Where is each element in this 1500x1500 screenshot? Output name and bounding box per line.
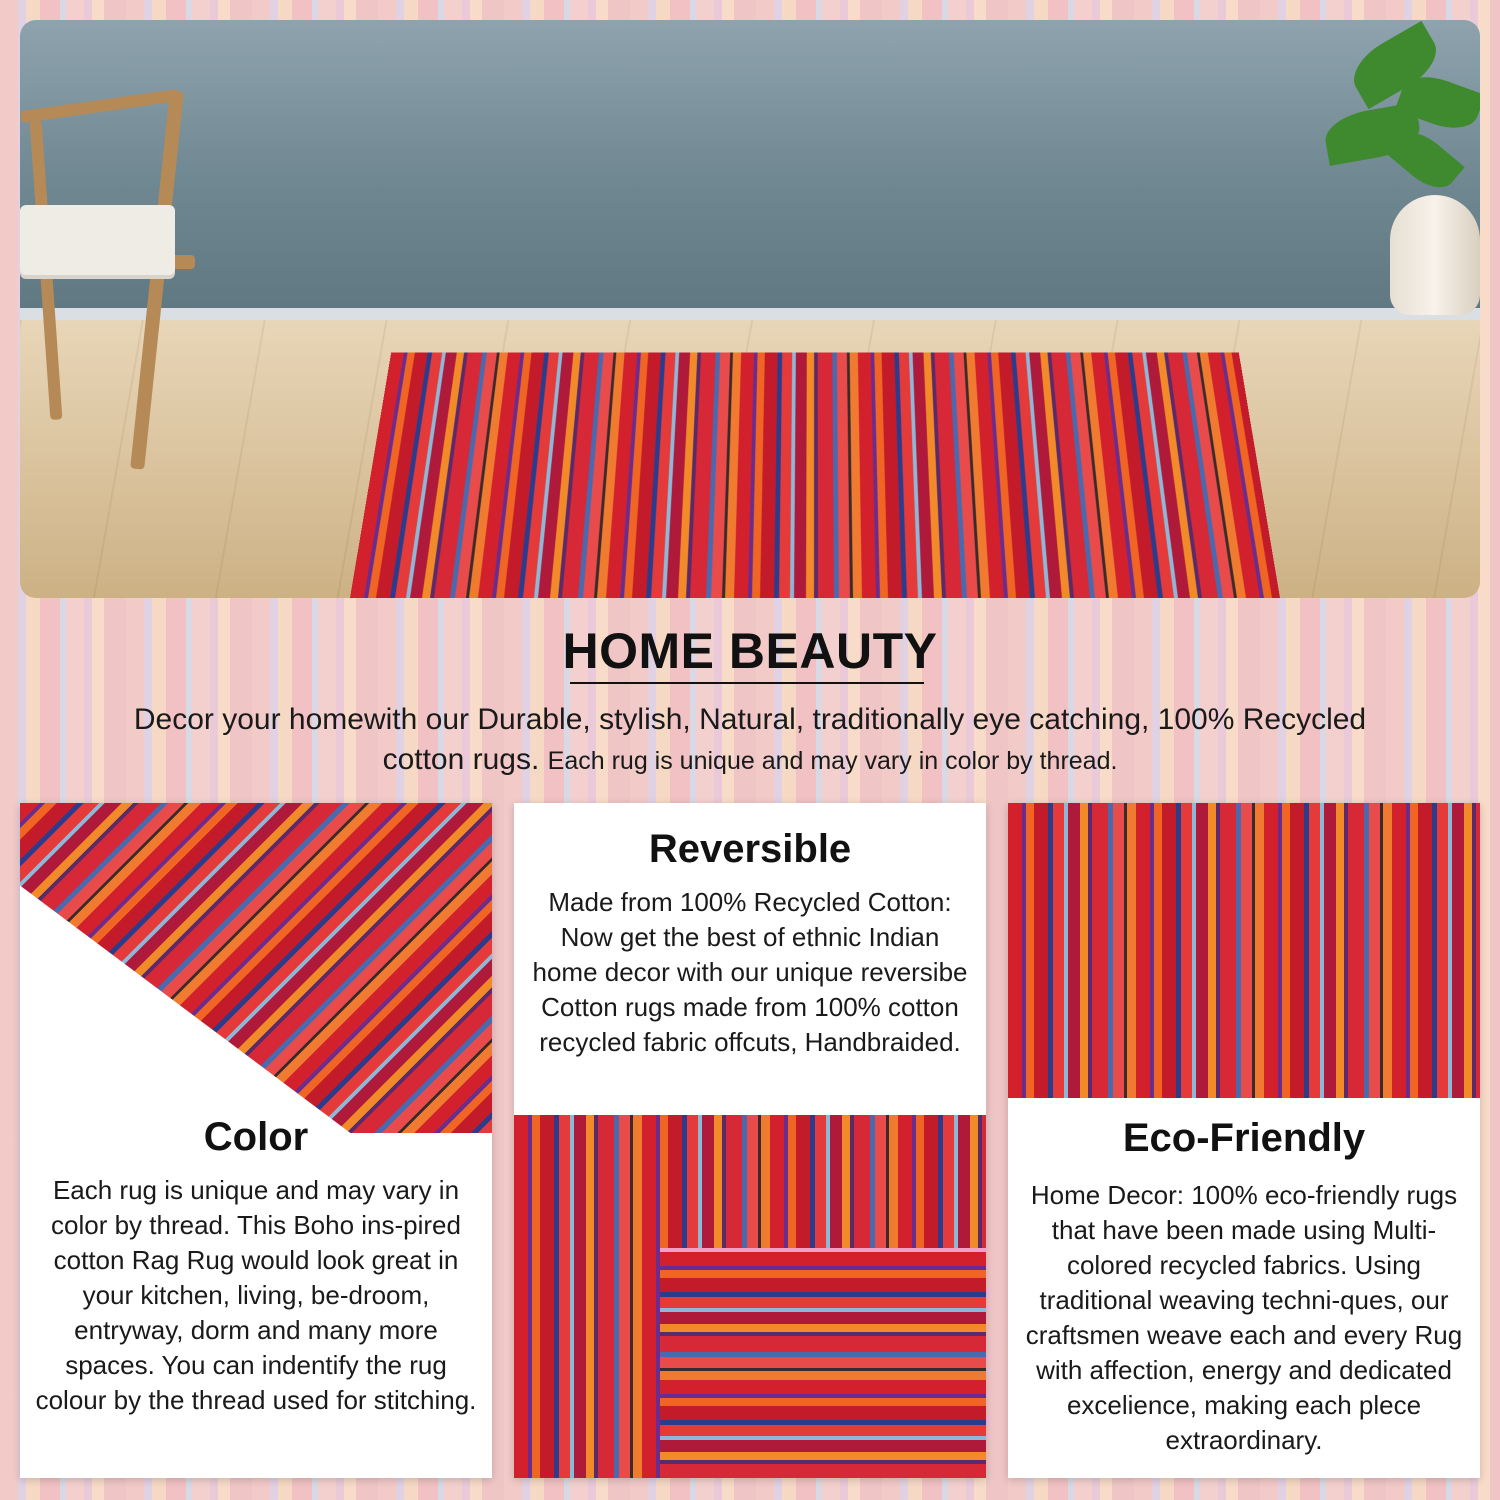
intro-text <box>100 700 1400 781</box>
eco-card <box>1008 803 1480 1478</box>
color-card <box>20 803 492 1478</box>
intro-small: Each rug is unique and may vary in color by thread. <box>547 747 1118 775</box>
color-card-text: Each rug is unique and may vary in color by thread. This Boho ins-pired cotton Rag Rug would look great in your kitchen, living, be-droom, entryway, dorm and many more spaces. You can indentify the rug colour by the thread used for stitching. <box>35 1175 477 1415</box>
reversible-rug-folded-corner <box>660 1248 986 1478</box>
title-underline <box>570 682 924 684</box>
striped-rug <box>350 353 1280 598</box>
eco-rug-image <box>1008 803 1480 1098</box>
reversible-card <box>514 803 986 1478</box>
intro-main: Decor your homewith our Durable, stylish, Natural, traditionally eye catching, 100% Recycled cotton rugs. <box>133 703 1367 776</box>
wall <box>20 20 1480 320</box>
page-title: HOME BEAUTY <box>562 623 938 679</box>
eco-card-text: Home Decor: 100% eco-friendly rugs that have been made using Multi-colored recycled fabrics. Using traditional weaving techni-ques, our craftsmen weave each and every Rug with affection, energy and dedicated excelience, making each plece extraordinary. <box>1025 1180 1463 1455</box>
reversible-card-text: Made from 100% Recycled Cotton: Now get the best of ethnic Indian home decor with our unique reversibe Cotton rugs made from 100% cotton recycled fabric offcuts, Handbraided. <box>532 887 968 1057</box>
eco-card-title: Eco-Friendly <box>1122 1116 1366 1160</box>
reversible-card-title: Reversible <box>648 827 852 871</box>
hero-room-image <box>20 20 1480 598</box>
color-card-title: Color <box>203 1115 309 1159</box>
color-rug-image <box>20 803 492 1133</box>
